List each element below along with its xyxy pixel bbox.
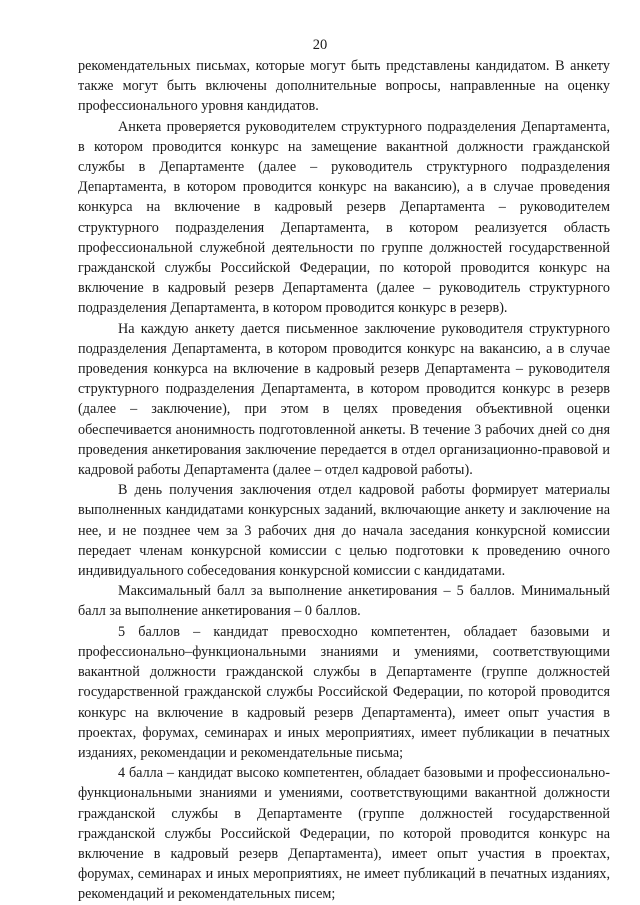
page-number: 20 bbox=[312, 37, 328, 53]
paragraph-max-min-score: Максимальный балл за выполнение анкетирования – 5 баллов. Минимальный балл за выполнение анкетирования – 0 баллов. bbox=[78, 583, 610, 620]
document-body bbox=[78, 56, 610, 905]
paragraph-score-4: 4 балла – кандидат высоко компетентен, обладает базовыми и профессионально-функциональными знаниями и умениями, соответствующими вакантной должности гражданской службы в Департаменте (группе должностей государственной гражданской службы Российской Федерации, по которой проводится конкурс на включение в кадровый резерв Департамента), имеет опыт участия в проектах, форумах, семинарах и иных мероприятиях, не имеет публикаций в печатных изданиях, рекомендаций и рекомендательных писем; bbox=[78, 765, 610, 903]
paragraph-materials-transfer: В день получения заключения отдел кадровой работы формирует материалы выполненных кандидатами конкурсных заданий, включающие анкету и заключение на нее, и не позднее чем за 3 рабочих дня до начала заседания конкурсной комиссии передает членам конкурсной комиссии с целью подготовки к проведению очного индивидуального собеседования конкурсной комиссии с кандидатами. bbox=[78, 482, 610, 580]
paragraph-questionnaire-review: Анкета проверяется руководителем структурного подразделения Департамента, в котором проводится конкурс на замещение вакантной должности гражданской службы в Департаменте (далее – руководитель структурного подразделения Департамента, в котором проводится конкурс на вакансию), а в случае проведения конкурса на включение в кадровый резерв Департамента – руководителем структурного подразделения Департамента, в котором реализуется область профессиональной служебной деятельности по группе должностей государственной гражданской службы Российской Федерации, по которой проводится конкурс на включение в кадровый резерв Департамента (далее – руководитель структурного подразделения Департамента, в котором проводится конкурс в резерв). bbox=[78, 118, 610, 317]
paragraph-score-5: 5 баллов – кандидат превосходно компетентен, обладает базовыми и профессионально–функциональными знаниями и умениями, соответствующими вакантной должности гражданской службы в Департаменте (группе должностей государственной гражданской службы Российской Федерации, по которой проводится конкурс на включение в кадровый резерв Департамента), имеет опыт участия в проектах, форумах, семинарах и иных мероприятиях, имеет публикации в печатных изданиях, рекомендации и рекомендательные письма; bbox=[78, 623, 610, 761]
paragraph-continuation: рекомендательных письмах, которые могут быть представлены кандидатом. В анкету также могут быть включены дополнительные вопросы, направленные на оценку профессионального уровня кандидатов. bbox=[78, 58, 610, 115]
paragraph-written-conclusion: На каждую анкету дается письменное заключение руководителя структурного подразделения Департамента, в котором проводится конкурс на вакансию, а в случае проведения конкурса на включение в кадровый резерв Департамента – руководителя структурного подразделения Департамента, в котором проводится конкурс в резерв (далее – заключение), при этом в целях проведения объективной оценки обеспечивается анонимность подготовленной анкеты. В течение 3 рабочих дней со дня проведения анкетирования заключение передается в отдел организационно-правовой и кадровой работы Департамента (далее – отдел кадровой работы). bbox=[78, 320, 610, 479]
